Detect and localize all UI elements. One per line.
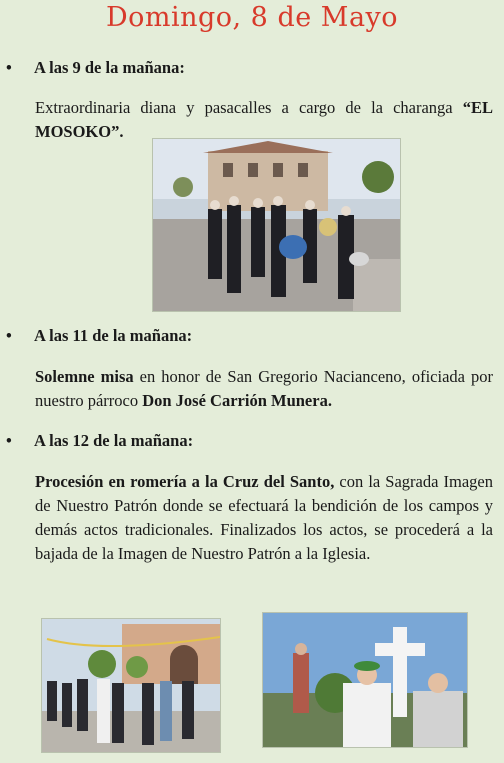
event-text: Extraordinaria diana y pasacalles a cargo de la charanga xyxy=(35,98,463,117)
bullet-icon: • xyxy=(6,58,12,77)
event-description-12 xyxy=(35,470,493,566)
event-heading-9 xyxy=(6,58,185,78)
event-bold-text: Don José Carrión Munera. xyxy=(142,391,332,410)
event-heading-label: A las 12 de la mañana: xyxy=(34,431,194,450)
event-bold-text: Procesión en romería a la Cruz del Santo, xyxy=(35,472,335,491)
bullet-icon: • xyxy=(6,326,12,345)
page-title: Domingo, 8 de Mayo xyxy=(105,2,399,33)
bullet-icon: • xyxy=(6,431,12,450)
event-heading-11 xyxy=(6,326,192,346)
event-heading-12 xyxy=(6,431,193,451)
event-text: con la Sagrada Imagen de Nuestro Patrón donde se efectuará la bendición de los campos y demás actos tradicionales. Finalizados los actos, se procederá a la bajada de la Imagen de Nuestro Patrón a la Iglesia. xyxy=(35,472,493,563)
photo-procession xyxy=(41,618,221,753)
event-heading-label: A las 11 de la mañana: xyxy=(34,326,193,345)
photo-cross-blessing xyxy=(262,612,468,748)
event-text: en honor de San Gregorio Nacianceno, oficiada por nuestro párroco xyxy=(35,367,493,410)
event-bold-text: Solemne misa xyxy=(35,367,134,386)
photo-charanga-band xyxy=(152,138,401,312)
event-description-9 xyxy=(35,96,493,144)
event-heading-label: A las 9 de la mañana: xyxy=(34,58,185,77)
event-description-11 xyxy=(35,365,493,413)
event-bold-text: “EL MOSOKO”. xyxy=(35,98,493,141)
